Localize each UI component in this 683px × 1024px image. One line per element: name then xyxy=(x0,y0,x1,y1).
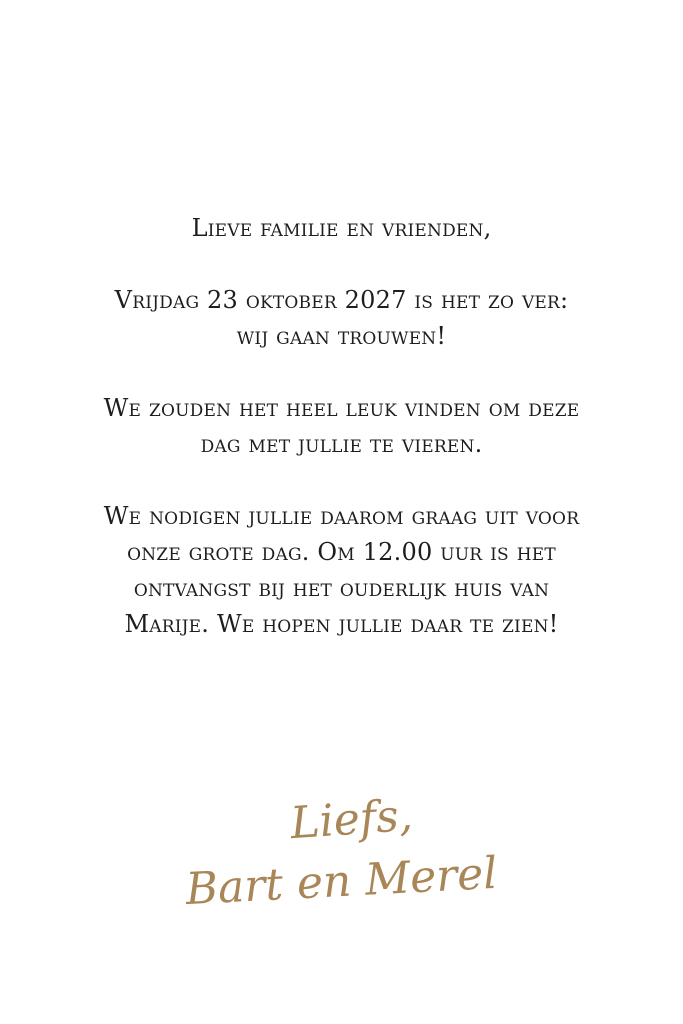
details-line-1: We nodigen jullie daarom graag uit voor xyxy=(103,502,580,530)
signature-closing: Liefs, xyxy=(288,789,415,850)
celebrate-line-1: We zouden het heel leuk vinden om deze xyxy=(103,394,580,422)
announcement-line: wij gaan trouwen! xyxy=(236,322,447,350)
celebrate-line-2: dag met jullie te vieren. xyxy=(200,430,483,458)
invitation-message xyxy=(0,210,683,678)
details-line-4: Marije. We hopen jullie daar te zien! xyxy=(124,610,559,638)
date-paragraph xyxy=(0,282,683,354)
details-line-3: ontvangst bij het ouderlijk huis van xyxy=(133,574,550,602)
greeting-line: Lieve familie en vrienden, xyxy=(191,214,492,242)
details-line-2: onze grote dag. Om 12.00 uur is het xyxy=(127,538,556,566)
date-line: Vrijdag 23 oktober 2027 is het zo ver: xyxy=(114,286,569,314)
signature xyxy=(0,790,683,914)
celebrate-paragraph xyxy=(0,390,683,462)
signature-names: Bart en Merel xyxy=(184,847,499,916)
greeting-paragraph xyxy=(0,210,683,246)
details-paragraph xyxy=(0,498,683,642)
